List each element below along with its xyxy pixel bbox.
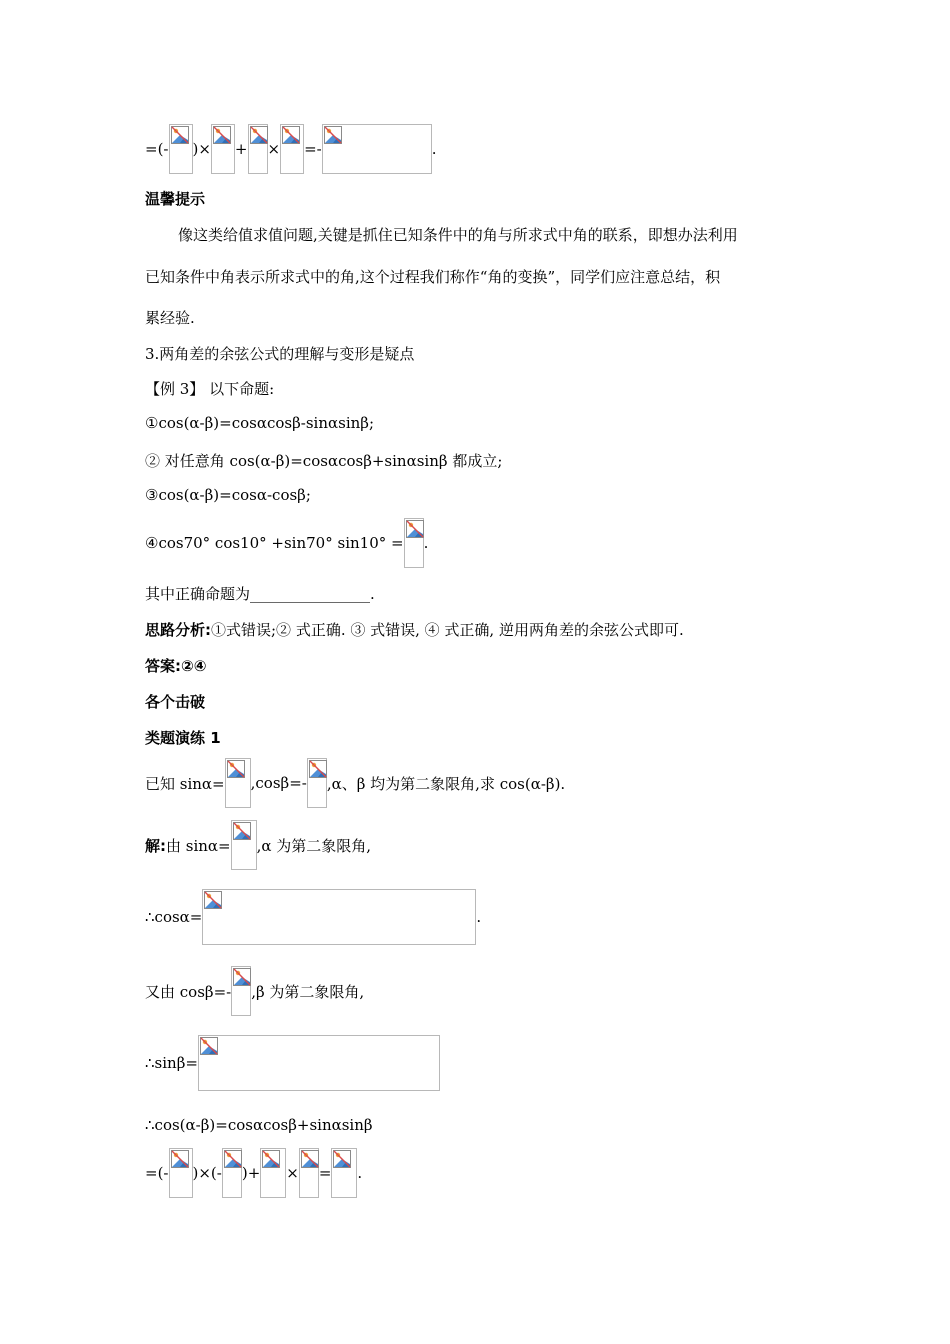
analysis [145, 619, 684, 640]
formula-image [231, 820, 257, 870]
cos-beta-text: ,β 为第二象限角, [251, 982, 365, 1001]
section-heading: 3.两角差的余弦公式的理解与变形是疑点 [145, 345, 415, 363]
formula-text: . [423, 534, 429, 552]
formula-text: . [476, 908, 482, 926]
proposition-2: ② 对任意角 cos(α-β)=cosαcosβ+sinαsinβ 都成立; [145, 452, 503, 470]
example-heading: 【例 3】 以下命题: [145, 380, 275, 398]
image-placeholder-icon [204, 891, 222, 909]
proposition-3: ③cos(α-β)=cosα-cosβ; [145, 486, 311, 504]
image-placeholder-icon [333, 1150, 351, 1168]
formula-text: × [286, 1164, 299, 1182]
formula-image [331, 1148, 357, 1198]
cos-alpha-text: ∴cosα= [145, 908, 203, 926]
known-line [145, 758, 565, 808]
formula-image [169, 1148, 193, 1198]
formula-text: . [357, 1164, 363, 1182]
formula-text: =(- [145, 140, 169, 158]
formula-image [307, 758, 327, 808]
sin-beta-line [145, 1035, 440, 1091]
formula-image [202, 889, 476, 945]
formula-image [225, 758, 251, 808]
tip-text: 已知条件中角表示所求式中的角,这个过程我们称作“角的变换”，同学们应注意总结，积 [145, 268, 721, 286]
formula-image [322, 124, 432, 174]
formula-image [169, 124, 193, 174]
formula-image [222, 1148, 242, 1198]
analysis-label: 思路分析: [145, 621, 211, 639]
formula-text: )× [192, 140, 211, 158]
formula-image [211, 124, 235, 174]
formula-text: = [318, 1164, 332, 1182]
image-placeholder-icon [406, 520, 424, 538]
proposition-4 [145, 518, 428, 568]
tip-text: 累经验. [145, 309, 195, 327]
formula-text: =(- [145, 1164, 169, 1182]
formula-text: . [431, 140, 437, 158]
image-placeholder-icon [224, 1150, 242, 1168]
image-placeholder-icon [282, 126, 300, 144]
known-text: ,α、β 均为第二象限角,求 cos(α-β). [326, 774, 566, 793]
solution-label: 解: [145, 836, 166, 855]
cos-diff-line: ∴cos(α-β)=cosαcosβ+sinαsinβ [145, 1116, 373, 1134]
cos-alpha-line [145, 889, 481, 945]
image-placeholder-icon [309, 760, 327, 778]
breakthrough-heading: 各个击破 [145, 693, 206, 711]
formula-top [145, 124, 437, 174]
image-placeholder-icon [227, 760, 245, 778]
formula-image [231, 966, 251, 1016]
formula-bottom [145, 1148, 362, 1198]
image-placeholder-icon [171, 126, 189, 144]
solution-line [145, 820, 371, 870]
answer [145, 655, 206, 676]
formula-text: =- [304, 140, 322, 158]
formula-image [280, 124, 304, 174]
cos-beta-line [145, 966, 364, 1016]
image-placeholder-icon [233, 968, 251, 986]
answer-label: 答案: [145, 657, 181, 675]
formula-image [248, 124, 268, 174]
image-placeholder-icon [324, 126, 342, 144]
solution-text: 由 sinα= [166, 836, 231, 855]
image-placeholder-icon [171, 1150, 189, 1168]
formula-text: + [234, 140, 248, 158]
proposition-1: ①cos(α-β)=cosαcosβ-sinαsinβ; [145, 414, 375, 432]
formula-image [404, 518, 424, 568]
formula-image [299, 1148, 319, 1198]
solution-text: ,α 为第二象限角, [256, 836, 372, 855]
image-placeholder-icon [200, 1037, 218, 1055]
formula-text: × [267, 140, 281, 158]
sin-beta-text: ∴sinβ= [145, 1054, 198, 1072]
formula-text: )+ [241, 1164, 261, 1182]
image-placeholder-icon [213, 126, 231, 144]
cos-beta-text: 又由 cosβ=- [145, 982, 232, 1001]
answer-text: ②④ [181, 656, 207, 675]
tip-text: 像这类给值求值问题,关键是抓住已知条件中的角与所求式中角的联系，即想办法利用 [178, 226, 738, 244]
image-placeholder-icon [301, 1150, 319, 1168]
formula-text: )×(- [192, 1164, 222, 1182]
proposition-4-text: ④cos70° cos10° +sin70° sin10° = [145, 534, 404, 552]
analysis-text: ①式错误;② 式正确. ③ 式错误, ④ 式正确, 逆用两角差的余弦公式即可. [211, 621, 684, 639]
image-placeholder-icon [262, 1150, 280, 1168]
tip-heading: 温馨提示 [145, 190, 206, 208]
practice-heading: 类题演练 1 [145, 729, 221, 747]
known-text: 已知 sinα= [145, 774, 225, 793]
formula-image [198, 1035, 440, 1091]
image-placeholder-icon [233, 822, 251, 840]
known-text: ,cosβ=- [250, 774, 307, 792]
formula-image [260, 1148, 286, 1198]
image-placeholder-icon [250, 126, 268, 144]
correct-prompt: 其中正确命题为________________. [145, 585, 375, 603]
